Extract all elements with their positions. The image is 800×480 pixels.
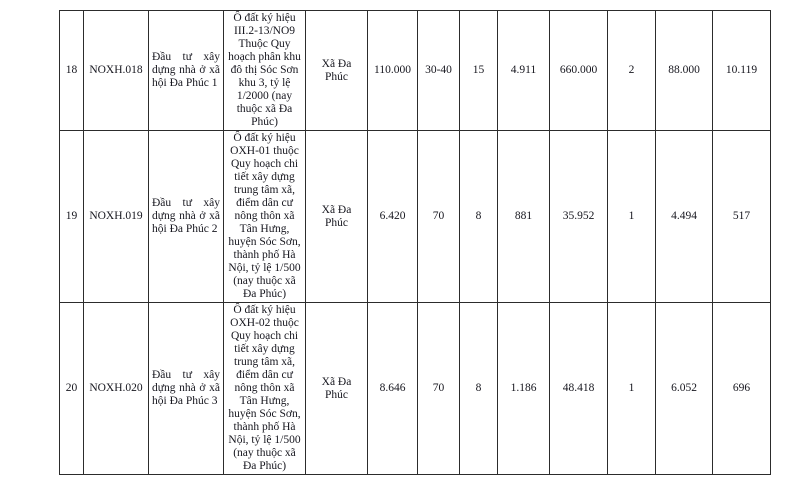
cell-area: 110.000 [368, 11, 418, 131]
cell-value-b: 696 [713, 303, 771, 475]
cell-value-a: 4.494 [656, 131, 713, 303]
table-row [60, 303, 771, 475]
cell-commune: Xã Đa Phúc [306, 131, 368, 303]
cell-phase: 1 [608, 303, 656, 475]
cell-units: 1.186 [498, 303, 550, 475]
cell-phase: 1 [608, 131, 656, 303]
table-row [60, 131, 771, 303]
cell-land-plot-detail: Ô đất ký hiệu OXH-01 thuộc Quy hoạch chi tiết xây dựng trung tâm xã, điểm dân cư nông thôn xã Tân Hưng, huyện Sóc Sơn, thành phố Hà Nội, tỷ lệ 1/500 (nay thuộc xã Đa Phúc) [224, 131, 306, 303]
cell-floors: 8 [460, 303, 498, 475]
cell-range: 70 [418, 131, 460, 303]
cell-project-name: Đầu tư xây dựng nhà ở xã hội Đa Phúc 3 [149, 303, 224, 475]
housing-projects-table [59, 10, 771, 475]
cell-value-b: 517 [713, 131, 771, 303]
cell-floor-area: 48.418 [550, 303, 608, 475]
cell-land-plot-detail: Ô đất ký hiệu OXH-02 thuộc Quy hoạch chi tiết xây dựng trung tâm xã, điểm dân cư nông thôn xã Tân Hưng, huyện Sóc Sơn, thành phố Hà Nội, tỷ lệ 1/500 (nay thuộc xã Đa Phúc) [224, 303, 306, 475]
cell-project-code: NOXH.018 [84, 11, 149, 131]
cell-units: 4.911 [498, 11, 550, 131]
cell-phase: 2 [608, 11, 656, 131]
cell-range: 70 [418, 303, 460, 475]
cell-value-a: 88.000 [656, 11, 713, 131]
cell-commune: Xã Đa Phúc [306, 11, 368, 131]
cell-row-number: 18 [60, 11, 84, 131]
cell-row-number: 20 [60, 303, 84, 475]
cell-project-name: Đầu tư xây dựng nhà ở xã hội Đa Phúc 1 [149, 11, 224, 131]
cell-area: 8.646 [368, 303, 418, 475]
cell-area: 6.420 [368, 131, 418, 303]
cell-units: 881 [498, 131, 550, 303]
cell-floor-area: 35.952 [550, 131, 608, 303]
cell-project-code: NOXH.020 [84, 303, 149, 475]
cell-floors: 8 [460, 131, 498, 303]
cell-land-plot-detail: Ô đất ký hiệu III.2-13/NO9 Thuộc Quy hoạch phân khu đô thị Sóc Sơn khu 3, tỷ lệ 1/2000 (nay thuộc xã Đa Phúc) [224, 11, 306, 131]
cell-commune: Xã Đa Phúc [306, 303, 368, 475]
cell-project-name: Đầu tư xây dựng nhà ở xã hội Đa Phúc 2 [149, 131, 224, 303]
cell-range: 30-40 [418, 11, 460, 131]
cell-floors: 15 [460, 11, 498, 131]
cell-project-code: NOXH.019 [84, 131, 149, 303]
table-row [60, 11, 771, 131]
cell-row-number: 19 [60, 131, 84, 303]
cell-value-a: 6.052 [656, 303, 713, 475]
cell-value-b: 10.119 [713, 11, 771, 131]
cell-floor-area: 660.000 [550, 11, 608, 131]
